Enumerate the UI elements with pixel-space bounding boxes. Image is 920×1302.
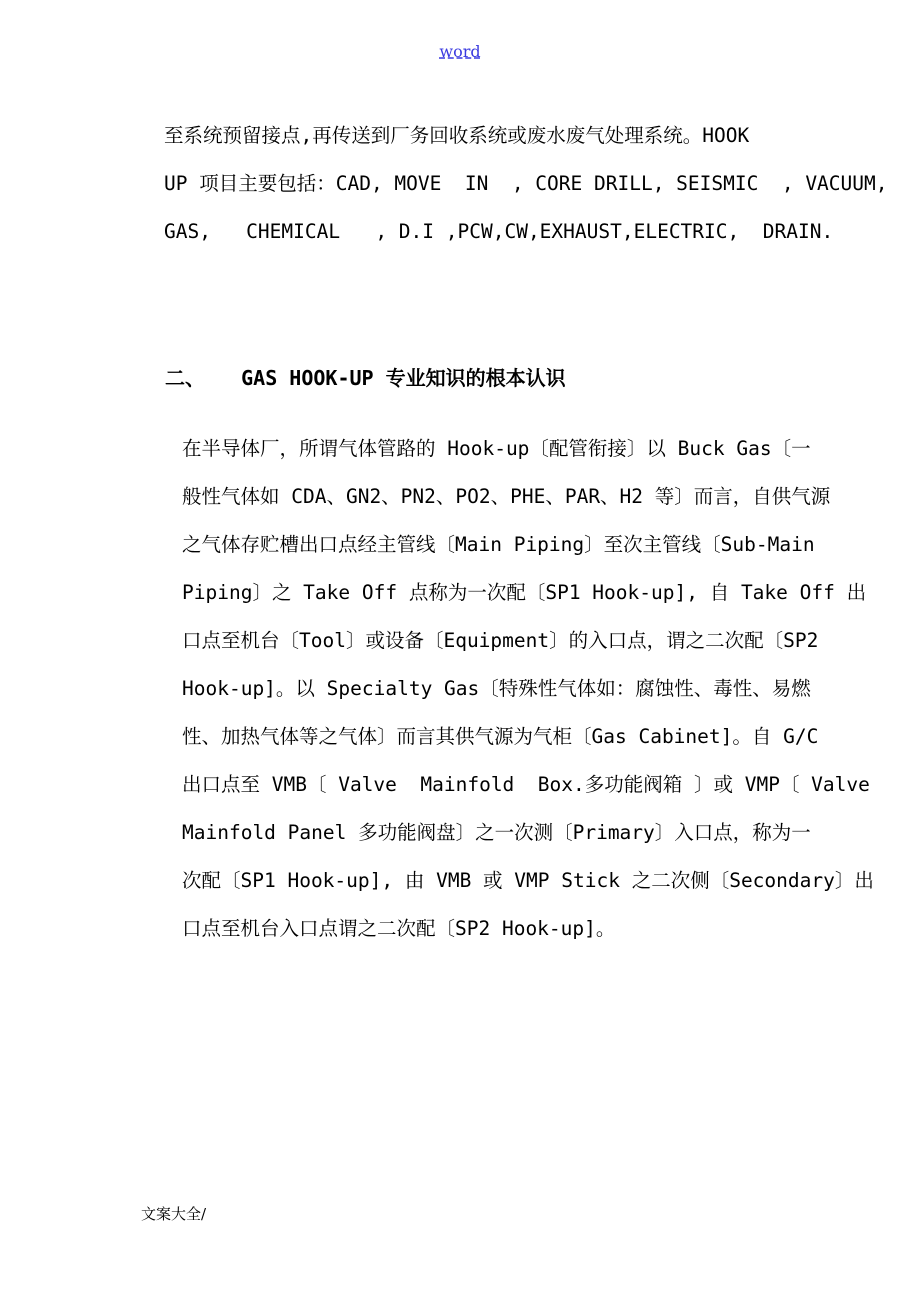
- text-line: 之气体存贮槽出口点经主管线〔Main Piping〕至次主管线〔Sub-Main: [182, 533, 815, 556]
- text-line: GAS, CHEMICAL , D.I ,PCW,CW,EXHAUST,ELECTRIC, DRAIN.: [164, 220, 834, 243]
- text-line: 至系统预留接点,再传送到厂务回收系统或废水废气处理系统。HOOK: [164, 124, 750, 147]
- text-line: Mainfold Panel 多功能阀盘〕之一次测〔Primary〕入口点，称为一: [182, 821, 811, 844]
- text-line: Piping〕之 Take Off 点称为一次配〔SP1 Hook-up], 自 Take Off 出: [182, 581, 867, 604]
- text-line: 在半导体厂，所谓气体管路的 Hook-up〔配管衔接〕以 Buck Gas〔一: [182, 437, 811, 460]
- text-line: 口点至机台〔Tool〕或设备〔Equipment〕的入口点，谓之二次配〔SP2: [182, 629, 819, 652]
- text-line: 次配〔SP1 Hook-up], 由 VMB 或 VMP Stick 之二次侧〔Secondary〕出: [182, 869, 874, 892]
- header-word-link[interactable]: word: [439, 42, 481, 61]
- text-line: 口点至机台入口点谓之二次配〔SP2 Hook-up]。: [182, 917, 616, 940]
- section-heading: 二、 GAS HOOK-UP 专业知识的根本认识: [165, 366, 566, 390]
- text-line: 般性气体如 CDA、GN2、PN2、PO2、PHE、PAR、H2 等〕而言，自供气源: [182, 485, 831, 508]
- body-paragraph: [182, 425, 882, 953]
- text-line: UP 项目主要包括：CAD, MOVE IN , CORE DRILL, SEISMIC , VACUUM,: [164, 172, 888, 195]
- page-footer: 文案大全/: [141, 1205, 207, 1223]
- intro-paragraph: [164, 112, 888, 256]
- text-line: Hook-up]。以 Specialty Gas〔特殊性气体如：腐蚀性、毒性、易燃: [182, 677, 811, 700]
- text-line: 性、加热气体等之气体〕而言其供气源为气柜〔Gas Cabinet]。自 G/C: [182, 725, 819, 748]
- text-line: 出口点至 VMB〔 Valve Mainfold Box.多功能阀箱 〕或 VMP〔 Valve: [182, 773, 870, 796]
